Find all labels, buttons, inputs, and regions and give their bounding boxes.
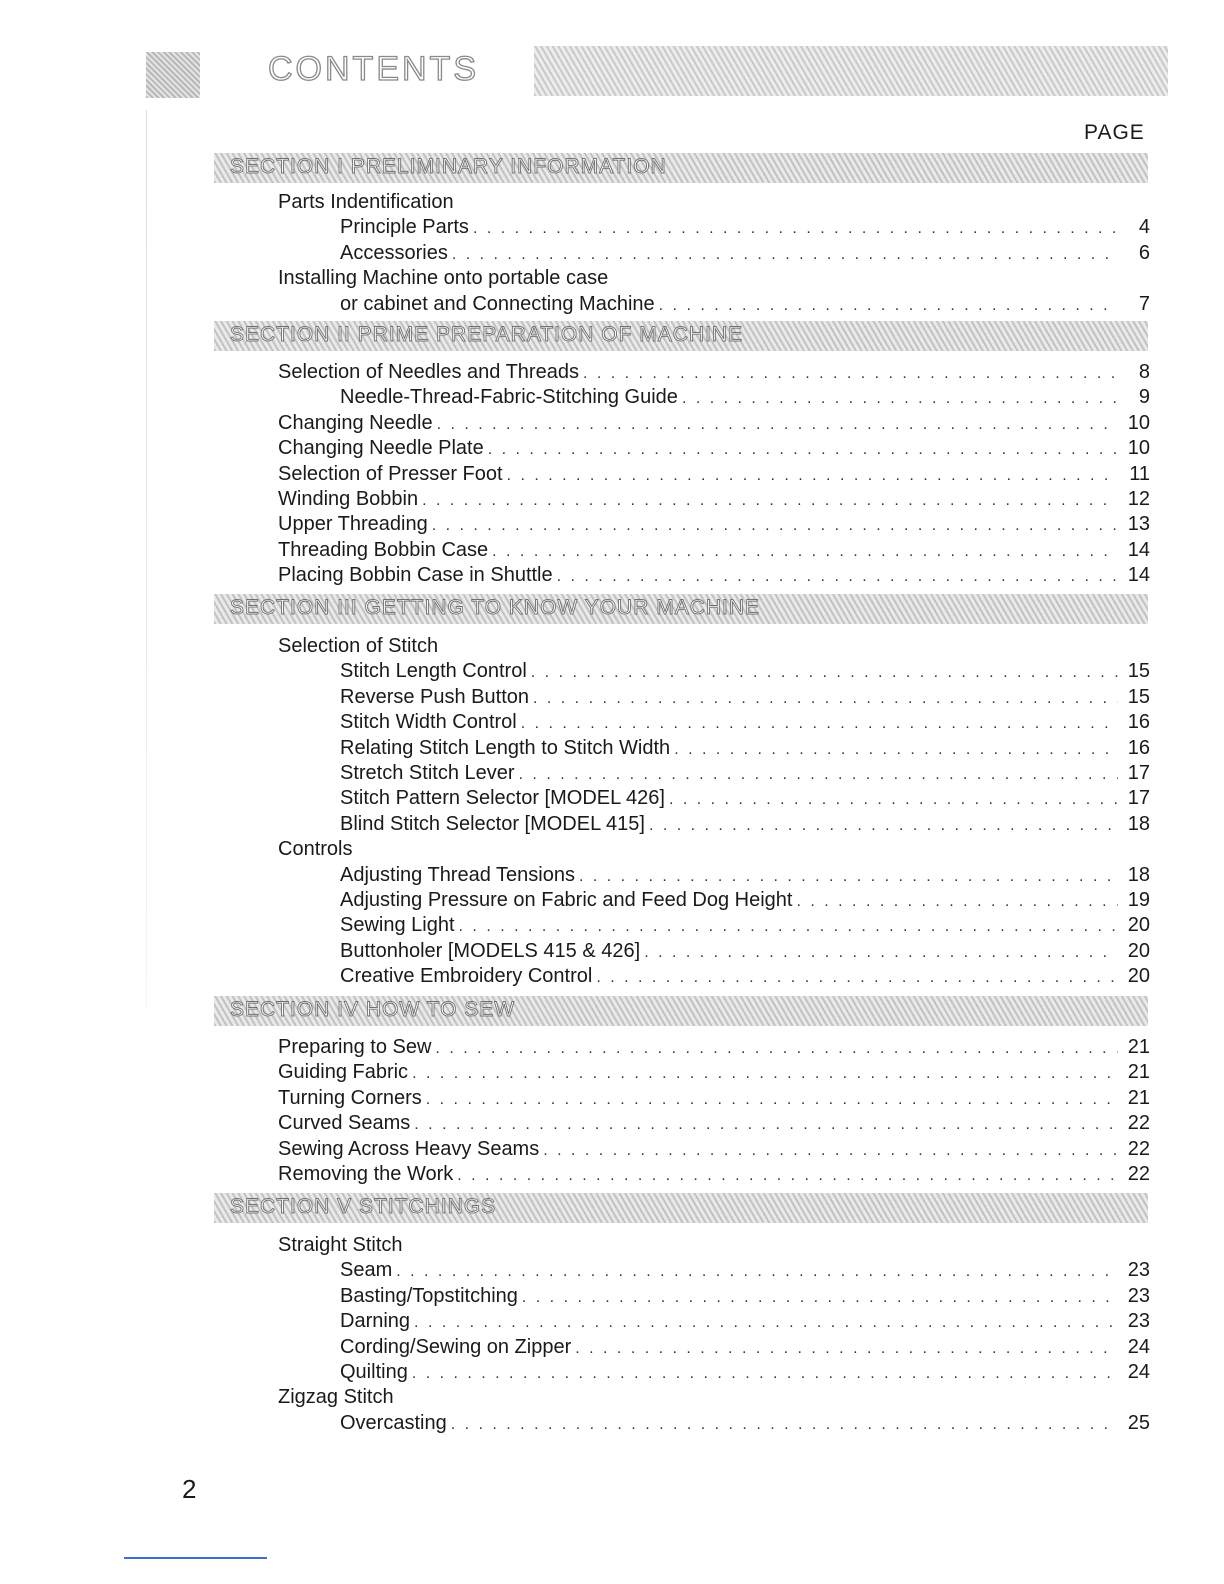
toc-entry-title: Preparing to Sew: [278, 1036, 432, 1058]
toc-entry-title: Threading Bobbin Case: [278, 539, 489, 561]
section-title: SECTION I PRELIMINARY INFORMATION: [230, 155, 667, 178]
dot-leader: [682, 386, 1118, 411]
dot-leader: [435, 1036, 1118, 1061]
toc-entry-page: 12: [1127, 488, 1150, 510]
toc-entry-page: 4: [1138, 216, 1150, 238]
page-column-label: PAGE: [1084, 121, 1145, 144]
toc-entry-title: Blind Stitch Selector [MODEL 415]: [340, 813, 645, 835]
toc-entry-title: Stretch Stitch Lever: [340, 762, 515, 784]
toc-entry: [340, 1360, 1150, 1385]
toc-entry-title: Reverse Push Button: [340, 686, 529, 708]
toc-entry-title: Curved Seams: [278, 1112, 411, 1134]
toc-entry-title: Accessories: [340, 242, 448, 264]
dot-leader: [644, 940, 1118, 965]
toc-entry: [278, 1060, 1150, 1085]
page-title: CONTENTS: [268, 50, 479, 88]
dot-leader: [414, 1310, 1118, 1335]
toc-group-heading: Parts Indentification: [278, 191, 454, 213]
toc-group-heading: Installing Machine onto portable case: [278, 267, 609, 289]
dot-leader: [522, 1285, 1118, 1310]
toc-entry-title: Upper Threading: [278, 513, 428, 535]
toc-entry-title: Darning: [340, 1310, 411, 1332]
toc-entry-title: Changing Needle: [278, 412, 433, 434]
dot-leader: [533, 686, 1118, 711]
toc-entry-page: 16: [1127, 737, 1150, 759]
toc-entry-page: 17: [1127, 787, 1150, 809]
header-decoration-bar: [534, 46, 1168, 96]
toc-entry-page: 21: [1127, 1087, 1150, 1109]
toc-entry-title: Stitch Width Control: [340, 711, 517, 733]
toc-entry: [340, 1258, 1150, 1283]
toc-entry-page: 13: [1127, 513, 1150, 535]
section-header: [214, 996, 1148, 1026]
section-title: SECTION III GETTING TO KNOW YOUR MACHINE: [230, 596, 761, 619]
toc-entry-title: Winding Bobbin: [278, 488, 419, 510]
toc-entry-title: Selection of Presser Foot: [278, 463, 503, 485]
toc-entry: [340, 710, 1150, 735]
page-margin-line: [146, 110, 147, 1010]
toc-entry: [340, 761, 1150, 786]
bottom-rule: [124, 1557, 267, 1559]
dot-leader: [659, 293, 1118, 318]
section-title: SECTION II PRIME PREPARATION OF MACHINE: [230, 323, 744, 346]
toc-entry: [278, 1086, 1150, 1111]
toc-entry: [340, 1309, 1150, 1334]
dot-leader: [531, 660, 1118, 685]
toc-entry-page: 17: [1127, 762, 1150, 784]
toc-entry: [340, 241, 1150, 266]
toc-entry: [278, 1035, 1150, 1060]
toc-entry-title: Removing the Work: [278, 1163, 454, 1185]
dot-leader: [488, 437, 1118, 462]
dot-leader: [412, 1361, 1118, 1386]
toc-entry-page: 23: [1127, 1259, 1150, 1281]
toc-entry-page: 20: [1127, 940, 1150, 962]
dot-leader: [473, 216, 1118, 241]
toc-entry: [278, 1111, 1150, 1136]
dot-leader: [669, 787, 1118, 812]
dot-leader: [396, 1259, 1118, 1284]
dot-leader: [492, 539, 1118, 564]
dot-leader: [432, 513, 1118, 538]
toc-entry-title: Cording/Sewing on Zipper: [340, 1336, 572, 1358]
header-decoration-block: [146, 52, 200, 98]
toc-entry-title: Principle Parts: [340, 216, 469, 238]
toc-entry-page: 24: [1127, 1336, 1150, 1358]
toc-entry-page: 22: [1127, 1138, 1150, 1160]
toc-entry: [278, 487, 1150, 512]
toc-entry-title: Stitch Length Control: [340, 660, 527, 682]
toc-group-heading: Straight Stitch: [278, 1234, 403, 1256]
section-header: [214, 594, 1148, 624]
toc-entry-title: Buttonholer [MODELS 415 & 426]: [340, 940, 641, 962]
toc-entry: [278, 1162, 1150, 1187]
dot-leader: [452, 242, 1118, 267]
toc-group-heading: Zigzag Stitch: [278, 1386, 394, 1408]
toc-entry-page: 18: [1127, 864, 1150, 886]
toc-entry: [340, 863, 1150, 888]
toc-entry-page: 14: [1127, 539, 1150, 561]
toc-group-heading: Selection of Stitch: [278, 635, 439, 657]
dot-leader: [674, 737, 1118, 762]
dot-leader: [649, 813, 1118, 838]
dot-leader: [579, 864, 1118, 889]
dot-leader: [507, 463, 1118, 488]
toc-entry: [340, 812, 1150, 837]
dot-leader: [412, 1061, 1118, 1086]
toc-entry: [340, 1411, 1150, 1436]
toc-entry-page: 21: [1127, 1036, 1150, 1058]
toc-entry-title: Seam: [340, 1259, 393, 1281]
section-header: [214, 153, 1148, 183]
toc-entry-page: 7: [1138, 293, 1150, 315]
toc-entry-title: Creative Embroidery Control: [340, 965, 593, 987]
toc-entry-page: 10: [1127, 412, 1150, 434]
section-header: [214, 1193, 1148, 1223]
dot-leader: [451, 1412, 1118, 1437]
toc-entry-page: 15: [1127, 686, 1150, 708]
toc-entry-page: 20: [1127, 965, 1150, 987]
dot-leader: [557, 564, 1118, 589]
toc-entry: [340, 913, 1150, 938]
toc-entry-title: Overcasting: [340, 1412, 447, 1434]
toc-entry: [340, 1335, 1150, 1360]
page-number: 2: [182, 1474, 197, 1504]
toc-entry-page: 9: [1138, 386, 1150, 408]
dot-leader: [457, 1163, 1118, 1188]
section-title: SECTION V STITCHINGS: [230, 1195, 497, 1218]
toc-entry-title: Placing Bobbin Case in Shuttle: [278, 564, 553, 586]
dot-leader: [596, 965, 1118, 990]
toc-entry: [278, 563, 1150, 588]
toc-entry-title: Selection of Needles and Threads: [278, 361, 579, 383]
toc-entry: [340, 888, 1150, 913]
section-title: SECTION IV HOW TO SEW: [230, 998, 516, 1021]
toc-entry-page: 8: [1138, 361, 1150, 383]
toc-entry-page: 16: [1127, 711, 1150, 733]
toc-entry-title: Adjusting Thread Tensions: [340, 864, 575, 886]
toc-entry: [340, 786, 1150, 811]
toc-entry: [340, 736, 1150, 761]
toc-entry: [340, 685, 1150, 710]
toc-entry-page: 22: [1127, 1163, 1150, 1185]
dot-leader: [437, 412, 1118, 437]
toc-entry-title: Sewing Light: [340, 914, 455, 936]
toc-entry-title: Relating Stitch Length to Stitch Width: [340, 737, 671, 759]
toc-entry-page: 14: [1127, 564, 1150, 586]
dot-leader: [521, 711, 1118, 736]
toc-entry-page: 18: [1127, 813, 1150, 835]
toc-entry: [278, 512, 1150, 537]
toc-entry-page: 10: [1127, 437, 1150, 459]
toc-entry-title: Stitch Pattern Selector [MODEL 426]: [340, 787, 665, 809]
section-header: [214, 321, 1148, 351]
toc-entry-title: Needle-Thread-Fabric-Stitching Guide: [340, 386, 678, 408]
toc-entry: [340, 215, 1150, 240]
toc-entry-title: Guiding Fabric: [278, 1061, 409, 1083]
toc-entry-page: 22: [1127, 1112, 1150, 1134]
toc-entry-title: Turning Corners: [278, 1087, 422, 1109]
toc-entry: [340, 1284, 1150, 1309]
toc-entry: [278, 462, 1150, 487]
dot-leader: [414, 1112, 1118, 1137]
toc-entry: [340, 659, 1150, 684]
toc-entry: [278, 411, 1150, 436]
toc-entry: [340, 964, 1150, 989]
toc-entry-page: 19: [1127, 889, 1150, 911]
toc-entry-page: 25: [1127, 1412, 1150, 1434]
dot-leader: [543, 1138, 1118, 1163]
toc-entry: [340, 385, 1150, 410]
toc-entry-page: 24: [1127, 1361, 1150, 1383]
toc-entry-title: Changing Needle Plate: [278, 437, 484, 459]
toc-entry: [340, 939, 1150, 964]
toc-entry-page: 23: [1127, 1285, 1150, 1307]
toc-entry-page: 20: [1127, 914, 1150, 936]
dot-leader: [796, 889, 1118, 914]
dot-leader: [426, 1087, 1118, 1112]
toc-entry-title: Basting/Topstitching: [340, 1285, 518, 1307]
dot-leader: [583, 361, 1118, 386]
dot-leader: [459, 914, 1118, 939]
toc-entry-title: Adjusting Pressure on Fabric and Feed Dog Height: [340, 889, 793, 911]
toc-entry-title: Sewing Across Heavy Seams: [278, 1138, 540, 1160]
toc-entry-page: 15: [1127, 660, 1150, 682]
toc-entry-page: 6: [1138, 242, 1150, 264]
toc-entry-title: Quilting: [340, 1361, 408, 1383]
toc-entry-page: 23: [1127, 1310, 1150, 1332]
toc-entry: [278, 538, 1150, 563]
dot-leader: [519, 762, 1118, 787]
toc-entry-title: or cabinet and Connecting Machine: [340, 293, 655, 315]
toc-entry: [340, 292, 1150, 317]
toc-entry-page: 11: [1129, 463, 1150, 485]
toc-entry-page: 21: [1127, 1061, 1150, 1083]
toc-entry: [278, 436, 1150, 461]
dot-leader: [422, 488, 1118, 513]
toc-entry: [278, 360, 1150, 385]
dot-leader: [575, 1336, 1118, 1361]
toc-group-heading: Controls: [278, 838, 353, 860]
toc-entry: [278, 1137, 1150, 1162]
